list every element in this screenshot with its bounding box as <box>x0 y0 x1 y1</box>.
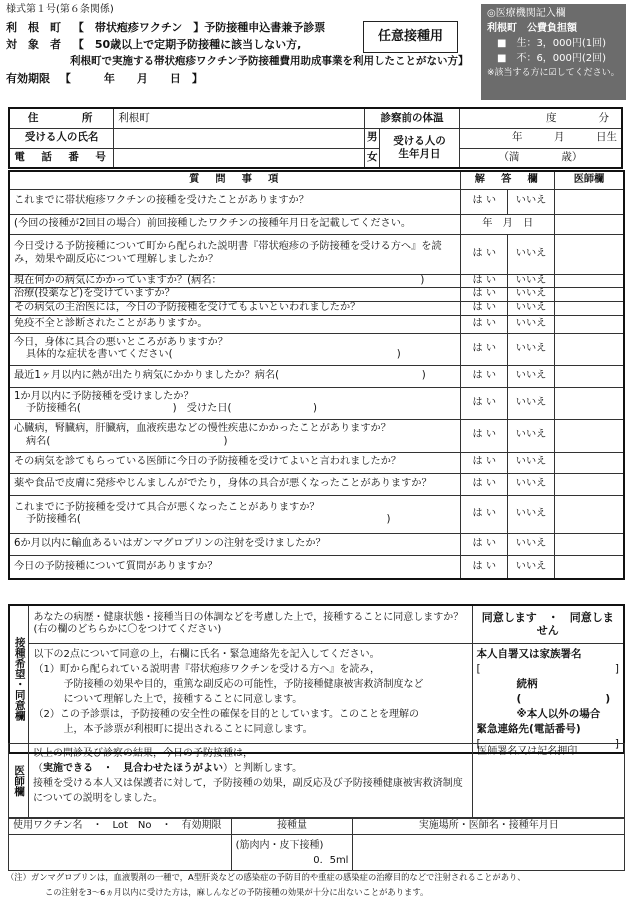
questionnaire-table <box>8 170 625 580</box>
question-main: 最近1ヶ月以内に熱が出たり病気にかかりましたか？病名( ) <box>14 369 426 381</box>
question-row <box>9 302 624 316</box>
answers-header: 解 答 欄 <box>461 171 555 189</box>
question-text <box>9 214 461 234</box>
question-main: 免疫不全と診断されたことがありますか。 <box>14 317 208 329</box>
age-field[interactable]: （満 歳） <box>459 148 622 168</box>
footnote-line1: （注）ガンマグロブリンは，血液製剤の一種で，A型肝炎などの感染症の予防目的や重症の感染症の治療目的などで注射されることがあり、 <box>6 872 526 882</box>
answer-yes[interactable]: は い <box>461 365 508 387</box>
question-text <box>9 473 461 495</box>
question-text <box>9 387 461 419</box>
answer-yes[interactable]: は い <box>461 274 508 288</box>
questions-header: 質 問 事 項 <box>9 171 461 189</box>
question-main: その病気の主治医には，今日の予防接種を受けてもよいといわれましたか？ <box>14 302 361 313</box>
answer-yes[interactable]: は い <box>461 189 508 214</box>
signature-label: 本人自署又は家族署名 <box>476 647 582 660</box>
bracket-close: ] <box>614 662 619 675</box>
consent-choice[interactable]: 同意します ・ 同意しません <box>472 605 624 643</box>
doctor-check-cell[interactable] <box>554 288 624 302</box>
question-row <box>9 473 624 495</box>
question-text <box>9 315 461 333</box>
target-line1: 【 50歳以上で定期予防接種に該当しない方, <box>72 38 302 51</box>
question-text <box>9 274 461 288</box>
answer-yes[interactable]: は い <box>461 302 508 316</box>
answer-yes[interactable]: は い <box>461 288 508 302</box>
clinic-box-subtitle: 利根町 公費負担額 <box>487 23 577 34</box>
doctor-table <box>8 743 625 818</box>
site-header: 実施場所・医師名・接種年月日 <box>353 819 625 835</box>
question-sub: 予防接種名( ) 受けた日( ) <box>26 403 317 415</box>
route-text: (筋肉内・皮下接種) <box>235 839 324 851</box>
answer-yes[interactable]: は い <box>461 495 508 533</box>
answer-yes[interactable]: は い <box>461 452 508 473</box>
birth-label <box>380 128 460 168</box>
previous-date-field[interactable]: 年 月 日 <box>461 214 555 234</box>
doctor-check-cell[interactable] <box>554 555 624 579</box>
bracket-close-2: ] <box>614 737 619 750</box>
doctor-check-cell[interactable] <box>554 189 624 214</box>
question-main: その病気を診てもらっている医師に今日の予防接種を受けてよいと言われましたか？ <box>14 456 402 468</box>
consent-intro: 以下の2点について同意の上，右欄に氏名・緊急連絡先を記入してください。 <box>33 648 380 660</box>
judgement-suffix: ）と判断します。 <box>222 763 303 774</box>
question-row <box>9 533 624 555</box>
consent-item-2b: 上，本予診票が利根町に提出されることに同意します。 <box>63 723 313 735</box>
question-row <box>9 495 624 533</box>
question-main: 薬や食品で皮膚に発疹やじんましんがでたり，身体の具合が悪くなったことがありますか？ <box>14 477 432 489</box>
consent-item-1c: について理解した上で，接種することに同意します。 <box>63 693 303 705</box>
answer-no[interactable]: いいえ <box>508 333 555 365</box>
doctor-col-header: 医師欄 <box>554 171 624 189</box>
question-row <box>9 189 624 214</box>
question-row <box>9 555 624 579</box>
temp-field[interactable]: 度 分 <box>459 108 622 128</box>
footnote-line2: この注射を3～6ヵ月以内に受けた方は，麻しんなどの予防接種の効果が十分に出ないことがあります。 <box>45 887 429 897</box>
consent-body <box>29 643 472 753</box>
question-text <box>9 333 461 365</box>
doctor-judgement <box>28 744 472 818</box>
phone-label: 電 話 番 号 <box>9 148 114 168</box>
question-row <box>9 452 624 473</box>
question-sub: 予防接種名( ) <box>26 514 391 526</box>
doctor-check-cell[interactable] <box>554 419 624 452</box>
emergency-label: 緊急連絡先(電話番号) <box>476 722 581 735</box>
doctor-check-cell[interactable] <box>554 274 624 288</box>
temp-label: 診察前の体温 <box>365 108 460 128</box>
question-main: 治療(投薬など)を受けていますか？ <box>14 288 175 300</box>
answer-yes[interactable]: は い <box>461 533 508 555</box>
answer-yes[interactable]: は い <box>461 419 508 452</box>
target-line2: 利根町で実施する帯状疱疹ワクチン予防接種費用助成事業を利用したことがない方】 <box>70 55 469 67</box>
doctor-check-cell[interactable] <box>554 333 624 365</box>
answer-no[interactable]: いいえ <box>508 387 555 419</box>
question-text <box>9 288 461 302</box>
doctor-line1: 以上の問診及び診察の結果，今日の予防接種は， <box>32 748 253 759</box>
doctor-check-cell[interactable] <box>554 533 624 555</box>
judgement-choice[interactable]: 実施できる ・ 見合わせたほうがよい <box>42 763 223 774</box>
answer-yes[interactable]: は い <box>461 234 508 274</box>
address-label: 住 所 <box>9 108 114 128</box>
answer-no[interactable]: いいえ <box>508 302 555 316</box>
dose-text: 0．5ml <box>313 854 349 866</box>
question-main: 心臓病，腎臓病，肝臓病，血液疾患などの慢性疾患にかかったことがありますか？ <box>14 423 391 434</box>
question-row <box>9 274 624 288</box>
bracket-open-2: [ <box>476 737 481 750</box>
question-text <box>9 533 461 555</box>
phone-field[interactable] <box>114 148 365 168</box>
question-main: 1か月以内に予防接種を受けましたか？ <box>14 390 194 402</box>
question-main: 現在何かの病気にかかっていますか？(病名： ) <box>14 274 425 286</box>
answer-no[interactable]: いいえ <box>508 234 555 274</box>
live-vaccine-option[interactable]: ■ 生：3，000円(1回) <box>497 38 607 49</box>
answer-yes[interactable]: は い <box>461 387 508 419</box>
question-row <box>9 419 624 452</box>
answer-no[interactable]: いいえ <box>508 189 555 214</box>
answer-no[interactable]: いいえ <box>508 533 555 555</box>
site-field[interactable] <box>353 835 625 871</box>
consent-side-label: 接種希望・同意欄 <box>9 605 29 753</box>
form-title: 【 帯状疱疹ワクチン 】予防接種申込書兼予診票 <box>72 21 326 34</box>
signature-field[interactable] <box>477 662 619 677</box>
clinic-box-title: ◎医療機関記入欄 <box>487 8 566 19</box>
target-row <box>6 38 301 52</box>
question-main: (今回の接種が2回目の場合）前回接種したワクチンの接種年月日を記載してください。 <box>14 217 412 229</box>
signature-area <box>472 643 624 753</box>
question-main: これまでに予防接種を受けて具合が悪くなったことがありますか？ <box>14 501 320 513</box>
clinic-box <box>481 4 626 100</box>
address-field[interactable]: 利根町 <box>114 108 365 128</box>
question-main: 今日受ける予防接種について町から配られた説明書『帯状疱疹の予防接種を受ける方へ』を読み，効果や副反応について理解しましたか？ <box>14 241 442 265</box>
person-info-table <box>8 107 623 169</box>
question-main: 今日の予防接種について質問がありますか？ <box>14 560 218 572</box>
answer-no[interactable]: いいえ <box>508 419 555 452</box>
doctor-check-cell[interactable] <box>554 315 624 333</box>
question-row <box>9 234 624 274</box>
validity-label: 有効期限 <box>6 72 50 85</box>
question-text <box>9 234 461 274</box>
name-field[interactable] <box>114 128 365 148</box>
question-text <box>9 419 461 452</box>
question-sub: 具体的な症状を書いてください( ) <box>26 349 401 361</box>
question-text <box>9 302 461 316</box>
sex-female[interactable]: 女 <box>365 148 380 168</box>
target-label: 対 象 者 <box>6 38 61 51</box>
answer-no[interactable]: いいえ <box>508 274 555 288</box>
name-label: 受ける人の氏名 <box>9 128 114 148</box>
sex-male[interactable]: 男 <box>365 128 380 148</box>
question-text <box>9 555 461 579</box>
answer-yes[interactable]: は い <box>461 473 508 495</box>
doctor-check-cell[interactable] <box>554 214 624 234</box>
question-row <box>9 387 624 419</box>
doctor-check-cell[interactable] <box>554 234 624 274</box>
doctor-signature[interactable]: 医師署名又は記名押印 <box>473 744 625 818</box>
answer-no[interactable]: いいえ <box>508 473 555 495</box>
consent-item-1b: 予防接種の効果や目的，重篤な副反応の可能性，予防接種健康被害救済制度など <box>63 678 424 690</box>
inactive-vaccine-option[interactable]: ■ 不：6，000円(2回) <box>497 53 607 64</box>
consent-item-1: （1）町から配られている説明書『帯状疱疹ワクチンを受ける方へ』を読み， <box>33 663 380 675</box>
relation-field[interactable]: 続柄( ) <box>516 677 611 705</box>
question-text <box>9 495 461 533</box>
answer-no[interactable]: いいえ <box>508 365 555 387</box>
doctor-line3: 接種を受ける本人又は保護者に対して，予防接種の効果，副反応及び予防接種健康被害救済制度についての説明をしました。 <box>32 778 463 804</box>
question-main: これまでに帯状疱疹ワクチンの接種を受けたことがありますか？ <box>14 195 309 207</box>
question-row <box>9 315 624 333</box>
consent-item-2: （2）この予診票は，予防接種の安全性の確保を目的としています。このことを理解の <box>33 708 420 720</box>
dose-header: 接種量 <box>231 819 353 835</box>
question-row <box>9 333 624 365</box>
question-text <box>9 365 461 387</box>
doctor-check-cell[interactable] <box>554 365 624 387</box>
birth-label-1: 受ける人の <box>393 134 446 147</box>
clinic-box-note: ※該当する方に☑してください。 <box>487 68 620 78</box>
birth-field[interactable]: 年 月 日生 <box>459 128 622 148</box>
question-text <box>9 452 461 473</box>
other-person-note: ※本人以外の場合 <box>516 707 601 720</box>
doctor-check-cell[interactable] <box>554 302 624 316</box>
bracket-open: [ <box>476 662 481 675</box>
vaccine-name-field[interactable] <box>9 835 232 871</box>
doctor-side-label: 医師欄 <box>9 744 29 818</box>
answer-no[interactable]: いいえ <box>508 555 555 579</box>
vaccine-name-header: 使用ワクチン名 ・ Lot No ・ 有効期限 <box>9 819 232 835</box>
answer-yes[interactable]: は い <box>461 555 508 579</box>
question-main: 6か月以内に輸血あるいはガンマグロブリンの注射を受けましたか？ <box>14 537 326 549</box>
answer-no[interactable]: いいえ <box>508 288 555 302</box>
doctor-check-cell[interactable] <box>554 495 624 533</box>
validity-value: 【 年 月 日 】 <box>59 72 203 85</box>
consent-question: あなたの病歴・健康状態・接種当日の体調などを考慮した上で，接種することに同意しますか？(右の欄のどちらかに〇をつけてください) <box>29 605 472 643</box>
answer-no[interactable]: いいえ <box>508 452 555 473</box>
doctor-check-cell[interactable] <box>554 452 624 473</box>
answer-no[interactable]: いいえ <box>508 315 555 333</box>
doctor-check-cell[interactable] <box>554 387 624 419</box>
consent-table <box>8 604 625 754</box>
voluntary-badge: 任意接種用 <box>363 21 458 53</box>
header-town <box>6 21 325 35</box>
answer-yes[interactable]: は い <box>461 315 508 333</box>
validity-row <box>6 72 203 86</box>
question-main: 今日，身体に具合の悪いところがありますか？ <box>14 336 228 348</box>
question-row <box>9 214 624 234</box>
question-row <box>9 288 624 302</box>
doctor-check-cell[interactable] <box>554 473 624 495</box>
town-name: 利 根 町 <box>6 21 61 34</box>
birth-label-2: 生年月日 <box>398 147 441 160</box>
paren-open: （ <box>32 763 43 774</box>
answer-no[interactable]: いいえ <box>508 495 555 533</box>
form-number: 様式第１号(第６条関係) <box>6 4 114 15</box>
question-text <box>9 189 461 214</box>
answer-yes[interactable]: は い <box>461 333 508 365</box>
vaccine-table <box>8 818 625 871</box>
question-sub: 病名( ) <box>26 435 228 447</box>
question-row <box>9 365 624 387</box>
dose-field <box>231 835 353 871</box>
